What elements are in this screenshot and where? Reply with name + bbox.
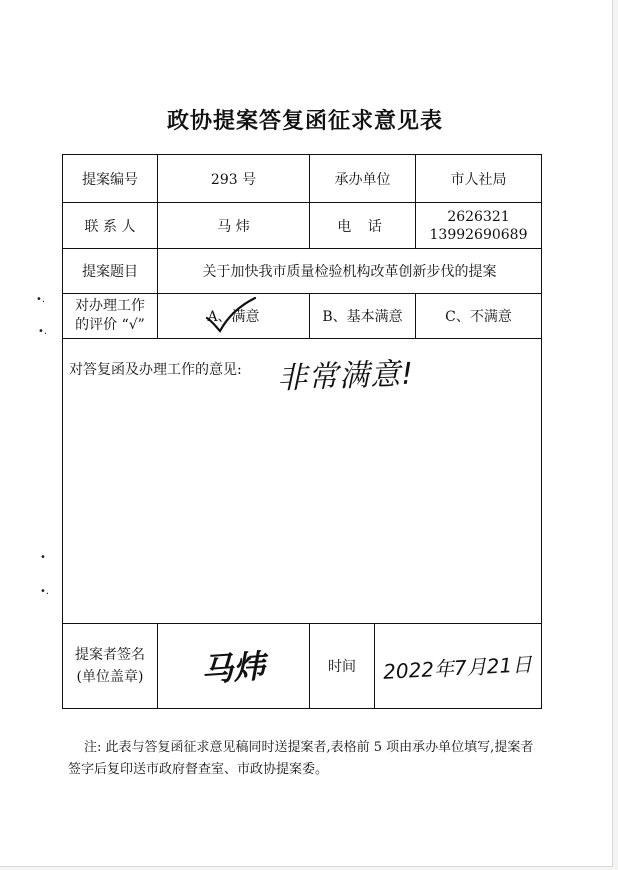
- option-b-basically-satisfied: B、基本满意: [322, 309, 403, 325]
- time-label: 时间: [310, 624, 375, 709]
- signature-label-line-2: (单位盖章): [76, 669, 144, 685]
- option-a-satisfied: A、满意: [207, 309, 260, 325]
- form-row-signature: [63, 624, 542, 709]
- proposal-topic-label: 提案题目: [63, 249, 158, 294]
- signature-label: [63, 624, 158, 709]
- time-cell[interactable]: [375, 624, 542, 709]
- evaluation-label-line-1: 对办理工作: [75, 298, 145, 314]
- handling-unit-value: 市人社局: [416, 155, 542, 203]
- phone-label: 电 话: [310, 203, 416, 249]
- evaluation-label: [63, 294, 158, 339]
- form-row-contact: [63, 203, 542, 249]
- form-title: 政协提案答复函征求意见表: [166, 108, 443, 134]
- handling-unit-label: 承办单位: [310, 155, 416, 203]
- option-b-cell[interactable]: [310, 294, 416, 339]
- proposal-number-label: 提案编号: [63, 155, 158, 203]
- form-row-topic: [63, 249, 542, 294]
- scan-mark: •.: [40, 586, 50, 597]
- option-c-cell[interactable]: [416, 294, 542, 339]
- opinion-cell[interactable]: [63, 339, 542, 624]
- phone-number-1: 2626321: [447, 208, 510, 225]
- scan-mark: •.: [36, 294, 46, 305]
- phone-value: [416, 203, 542, 249]
- feedback-form-table: [62, 154, 542, 709]
- signature-label-line-1: 提案者签名: [75, 647, 145, 663]
- phone-number-2: 13992690689: [429, 226, 528, 243]
- opinion-label: 对答复函及办理工作的意见:: [69, 362, 242, 378]
- evaluation-label-line-2: 的评价 “√”: [75, 317, 145, 333]
- proposal-topic-value: 关于加快我市质量检验机构改革创新步伐的提案: [158, 249, 542, 294]
- option-c-not-satisfied: C、不满意: [445, 309, 512, 325]
- contact-label: 联 系 人: [63, 203, 158, 249]
- form-row-opinion: [63, 339, 542, 624]
- contact-value: 马 炜: [158, 203, 310, 249]
- handwritten-date: 2022年7月21日: [383, 651, 534, 684]
- handwritten-signature: 马炜: [200, 646, 267, 690]
- form-row-number: [63, 155, 542, 203]
- option-a-cell[interactable]: [158, 294, 310, 339]
- handwritten-opinion: 非常满意!: [276, 356, 415, 397]
- checkmark-icon: [199, 296, 259, 336]
- scan-mark: •.: [38, 326, 48, 337]
- form-row-evaluation: [63, 294, 542, 339]
- scan-mark: •: [40, 552, 46, 563]
- signature-cell[interactable]: [158, 624, 310, 709]
- footnote: 注: 此表与答复函征求意见稿同时送提案者,表格前 5 项由承办单位填写,提案者签字后复印送市政府督查室、市政协提案委。: [68, 740, 534, 777]
- proposal-number-value: 293 号: [158, 155, 310, 203]
